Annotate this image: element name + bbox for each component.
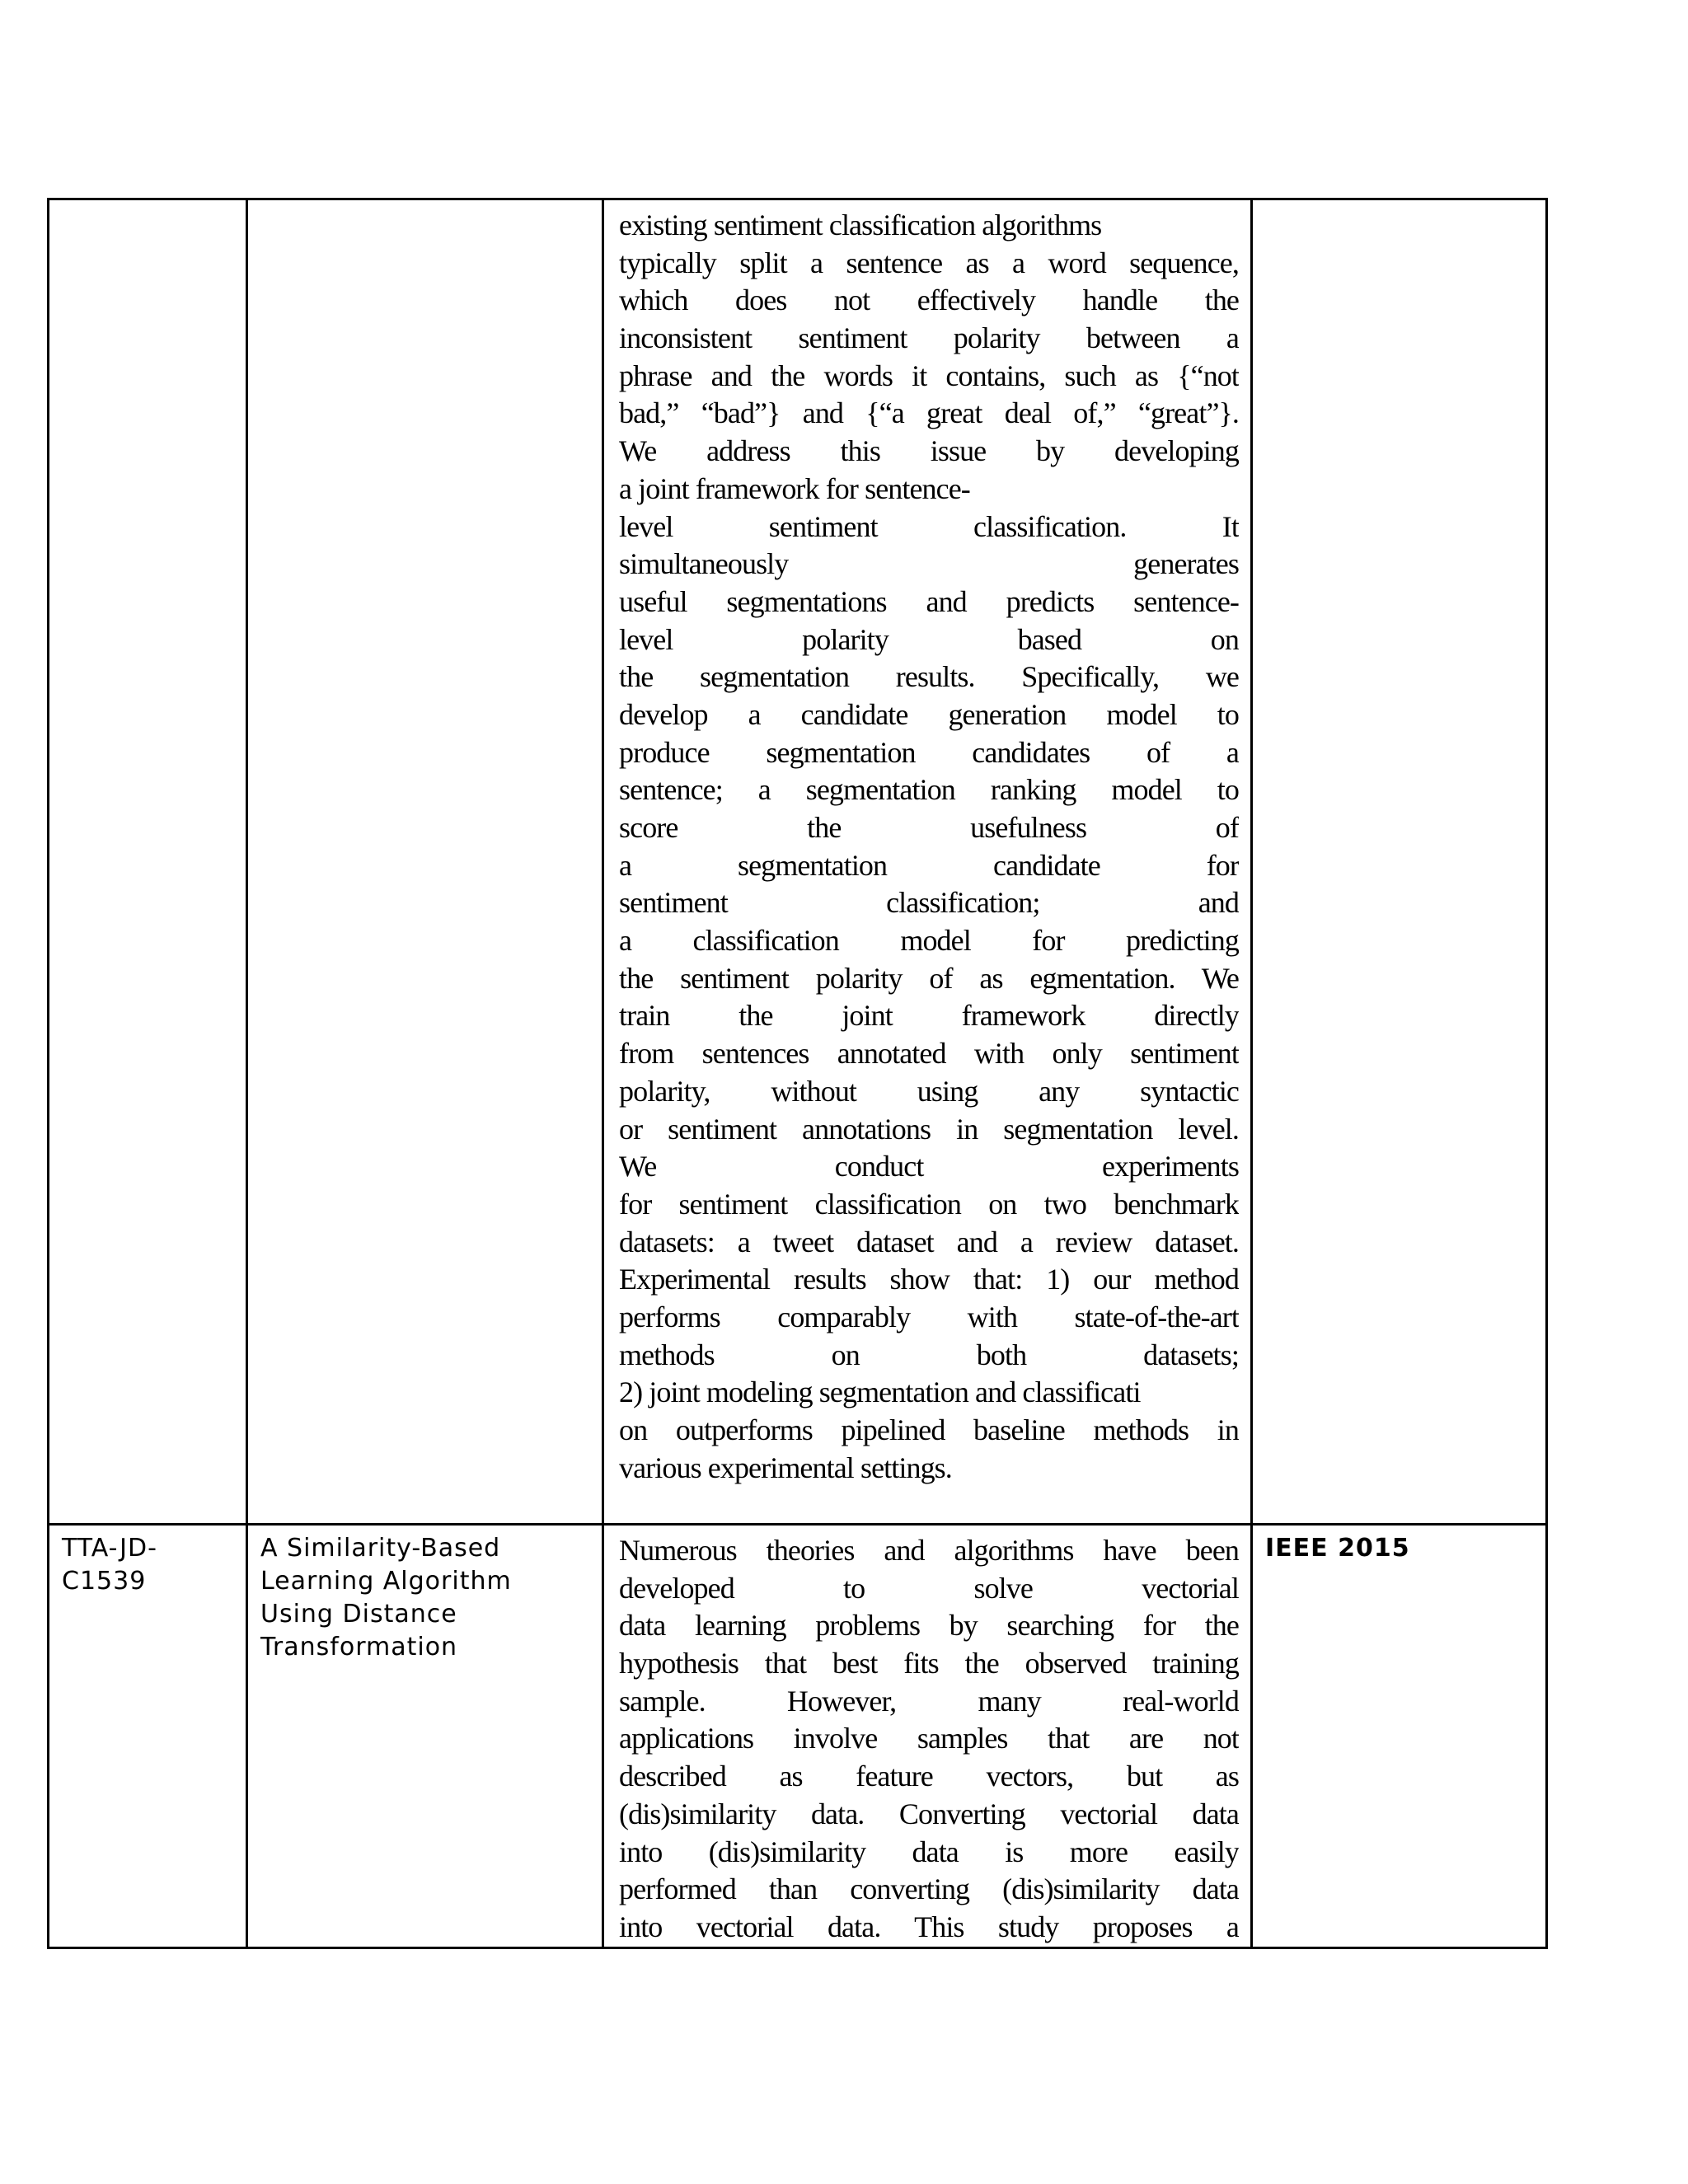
abstract-line: inconsistent sentiment polarity between a	[619, 321, 1239, 355]
abstract-line: polarity, without using any syntactic	[619, 1074, 1239, 1108]
abstract-line: train the joint framework directly	[619, 999, 1239, 1033]
abstract-line: into (dis)similarity data is more easily	[619, 1835, 1239, 1868]
year-cell	[1252, 1525, 1547, 1948]
abstract-line: existing sentiment classification algorithms	[619, 209, 1102, 241]
abstract-line: performed than converting (dis)similarity data	[619, 1872, 1239, 1906]
abstract-line: develop a candidate generation model to	[619, 697, 1239, 731]
abstract-line: a joint framework for sentence-	[619, 471, 970, 505]
abstract-line: score the usefulness of	[619, 811, 1239, 844]
project-id-line: TTA-JD-	[62, 1534, 157, 1563]
abstract-line: phrase and the words it contains, such as {“not	[619, 359, 1239, 392]
abstract-line: 2) joint modeling segmentation and classificati	[619, 1376, 1141, 1409]
abstract-line: applications involve samples that are not	[619, 1722, 1239, 1755]
project-id-cell	[49, 199, 247, 1525]
abstract-line: sample. However, many real-world	[619, 1684, 1239, 1718]
abstract-line: level polarity based on	[619, 622, 1239, 656]
abstract-line: useful segmentations and predicts sentence-	[619, 584, 1239, 618]
abstract-line: performs comparably with state-of-the-art	[619, 1300, 1239, 1333]
project-id-cell	[49, 1525, 247, 1948]
table-row	[49, 1525, 1547, 1948]
abstract-line: datasets: a tweet dataset and a review dataset.	[619, 1225, 1239, 1258]
project-title-cell	[247, 199, 603, 1525]
abstract-line: a classification model for predicting	[619, 924, 1239, 958]
abstract-line: (dis)similarity data. Converting vectorial data	[619, 1797, 1239, 1830]
abstract-line: various experimental settings.	[619, 1451, 952, 1484]
abstract-line: We conduct experiments	[619, 1150, 1239, 1183]
project-title-line: Using Distance	[260, 1600, 457, 1629]
abstract-text	[619, 207, 1239, 1487]
abstract-line: Numerous theories and algorithms have been	[619, 1534, 1239, 1567]
abstract-line: bad,” “bad”} and {“a great deal of,” “great”}.	[619, 396, 1239, 430]
project-title-line: Transformation	[260, 1633, 458, 1661]
abstract-line: sentence; a segmentation ranking model to	[619, 773, 1239, 807]
abstract-line: into vectorial data. This study proposes a	[619, 1910, 1239, 1943]
abstract-line: typically split a sentence as a word sequence,	[619, 246, 1239, 279]
abstract-line: the sentiment polarity of as egmentation. We	[619, 961, 1239, 995]
abstract-line: produce segmentation candidates of a	[619, 735, 1239, 769]
abstract-line: for sentiment classification on two benchmark	[619, 1187, 1239, 1221]
abstract-text	[619, 1532, 1239, 1947]
year-cell	[1252, 199, 1547, 1525]
table-row	[49, 199, 1547, 1525]
abstract-line: level sentiment classification. It	[619, 509, 1239, 543]
project-title-cell	[247, 1525, 603, 1948]
abstract-line: on outperforms pipelined baseline methods in	[619, 1413, 1239, 1446]
abstract-line: a segmentation candidate for	[619, 848, 1239, 882]
abstract-line: described as feature vectors, but as	[619, 1760, 1239, 1793]
abstract-line: which does not effectively handle the	[619, 284, 1239, 317]
abstract-line: methods on both datasets;	[619, 1338, 1239, 1371]
abstract-line: the segmentation results. Specifically, we	[619, 660, 1239, 694]
project-title-line: A Similarity-Based	[260, 1534, 501, 1563]
project-table	[47, 198, 1548, 1949]
abstract-cell	[603, 1525, 1252, 1948]
project-title-line: Learning Algorithm	[260, 1567, 512, 1596]
abstract-line: simultaneously generates	[619, 547, 1239, 581]
publication-year: IEEE 2015	[1265, 1534, 1410, 1563]
abstract-line: or sentiment annotations in segmentation level.	[619, 1112, 1239, 1146]
abstract-line: from sentences annotated with only sentiment	[619, 1037, 1239, 1071]
abstract-line: Experimental results show that: 1) our method	[619, 1263, 1239, 1296]
abstract-line: We address this issue by developing	[619, 434, 1239, 468]
abstract-line: data learning problems by searching for the	[619, 1609, 1239, 1643]
abstract-line: developed to solve vectorial	[619, 1571, 1239, 1605]
abstract-line: sentiment classification; and	[619, 886, 1239, 920]
abstract-cell	[603, 199, 1252, 1525]
abstract-line: hypothesis that best fits the observed training	[619, 1647, 1239, 1680]
project-id-line: C1539	[62, 1567, 147, 1596]
